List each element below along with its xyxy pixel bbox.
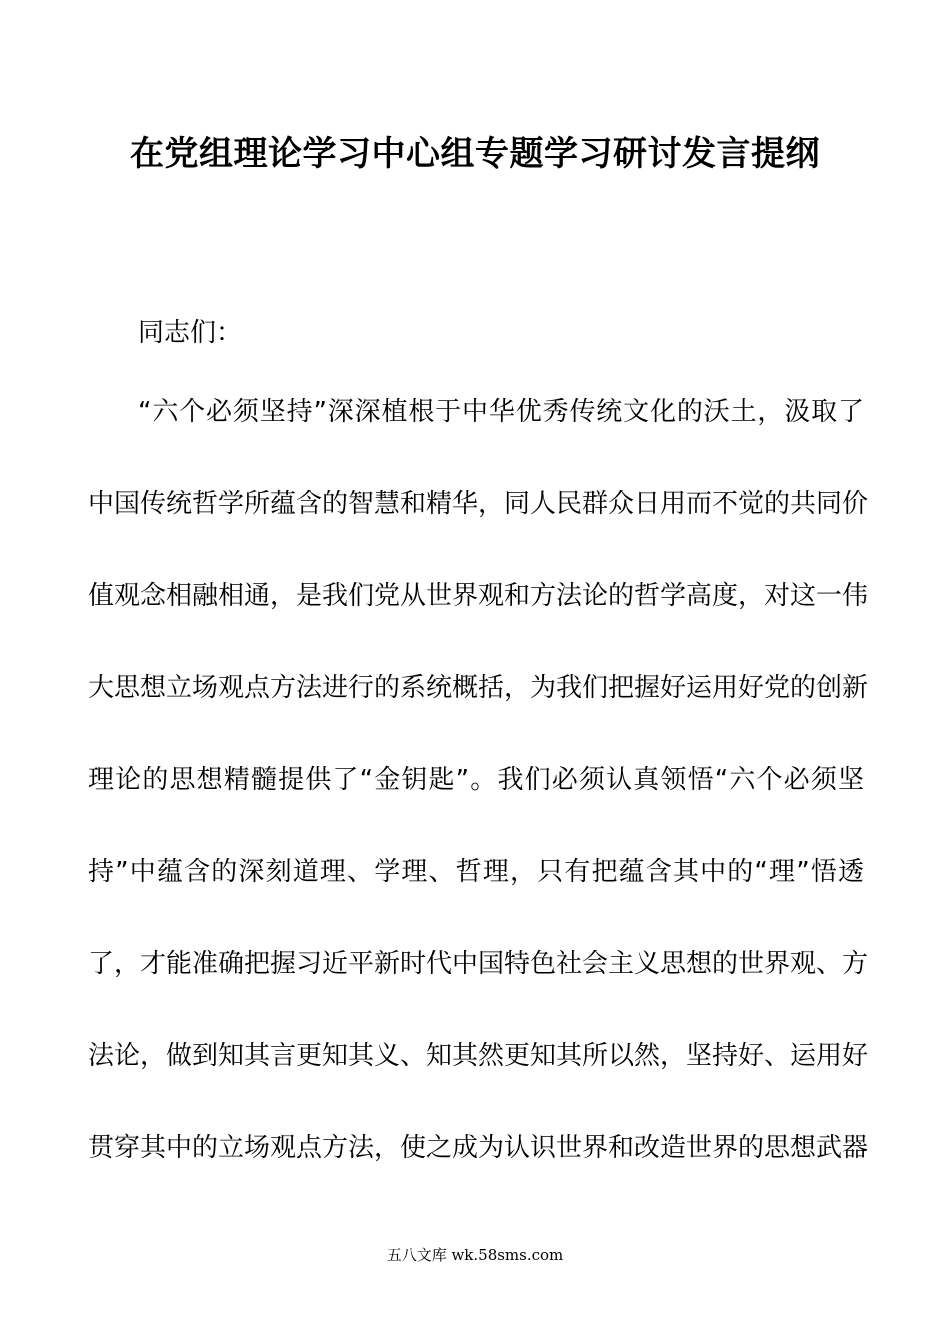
paragraph-line: 了，才能准确把握习近平新时代中国特色社会主义思想的世界观、方 bbox=[88, 949, 869, 979]
paragraph-line: 持”中蕴含的深刻道理、学理、哲理，只有把蕴含其中的“理”悟透 bbox=[88, 857, 864, 887]
footer-watermark: 五八文库 wk.58sms.com bbox=[386, 1246, 564, 1264]
paragraph-line: “六个必须坚持”深深植根于中华优秀传统文化的沃土，汲取了 bbox=[138, 397, 864, 427]
paragraph-line: 贯穿其中的立场观点方法，使之成为认识世界和改造世界的思想武器 bbox=[88, 1133, 869, 1163]
document-title: 在党组理论学习中心组专题学习研讨发言提纲 bbox=[130, 134, 820, 174]
salutation: 同志们： bbox=[138, 318, 243, 348]
paragraph-line: 理论的思想精髓提供了“金钥匙”。我们必须认真领悟“六个必须坚 bbox=[88, 765, 864, 795]
paragraph-line: 中国传统哲学所蕴含的智慧和精华，同人民群众日用而不觉的共同价 bbox=[88, 489, 869, 519]
paragraph-line: 法论，做到知其言更知其义、知其然更知其所以然，坚持好、运用好 bbox=[88, 1041, 869, 1071]
paragraph-line: 值观念相融相通，是我们党从世界观和方法论的哲学高度，对这一伟 bbox=[88, 581, 869, 611]
paragraph-line: 大思想立场观点方法进行的系统概括，为我们把握好运用好党的创新 bbox=[88, 673, 869, 703]
